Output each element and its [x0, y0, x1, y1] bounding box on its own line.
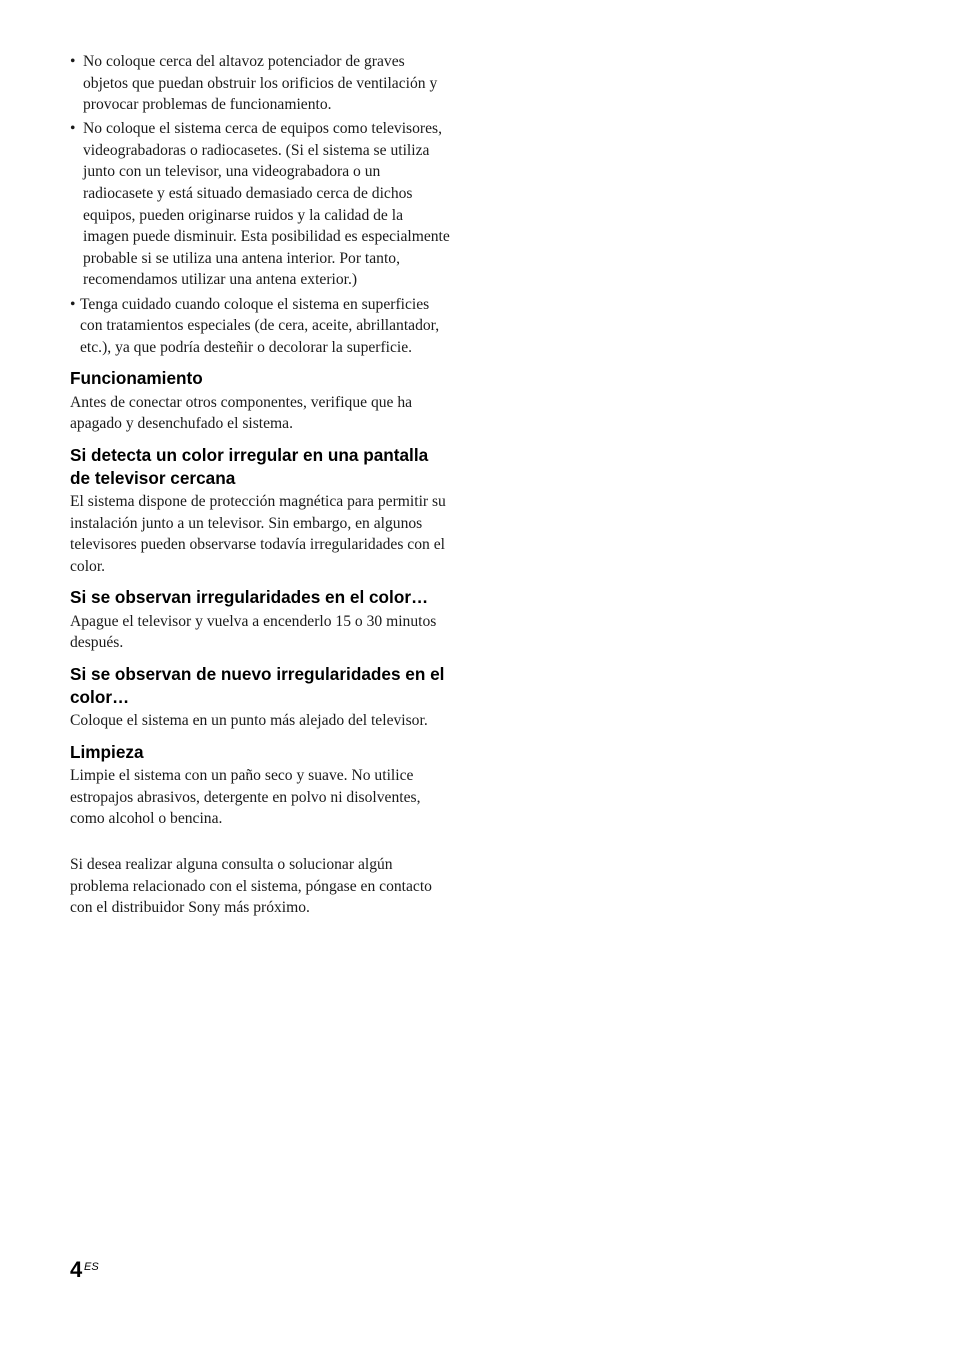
- section-heading: Si se observan de nuevo irregularidades en el color…: [70, 664, 445, 707]
- section-irregularidades-nuevo: [70, 663, 450, 732]
- bullet-icon: •: [70, 120, 76, 138]
- page-number: 4: [70, 1257, 83, 1282]
- list-item: [70, 51, 450, 116]
- bullet-text: Tenga cuidado cuando coloque el sistema en superficies con tratamientos especiales (de cera, aceite, abrillantador, etc.), ya que podría desteñir o decolorar la superficie.: [80, 295, 440, 356]
- bullet-text: No coloque el sistema cerca de equipos como televisores, videograbadoras o radiocasetes. (Si el sistema se utiliza junto con un televisor, una videograbadora o un radiocasete y está situado demasiado cerca de dichos equipos, pueden originarse ruidos y la calidad de la imagen puede disminuir. Esta posibilidad es especialmente probable si se utiliza una antena interior. Por tanto, recomendamos utilizar una antena exterior.): [83, 120, 450, 289]
- section-limpieza: [70, 741, 450, 830]
- closing-paragraph: Si desea realizar alguna consulta o solucionar algún problema relacionado con el sistema, póngase en contacto con el distribuidor Sony más próximo.: [70, 855, 432, 917]
- section-body: Antes de conectar otros componentes, verifique que ha apagado y desenchufado el sistema.: [70, 393, 413, 433]
- section-body: El sistema dispone de protección magnética para permitir su instalación junto a un televisor. Sin embargo, en algunos televisores pueden observarse todavía irregularidades con el color.: [70, 493, 446, 575]
- section-irregularidades: [70, 586, 450, 654]
- list-item: [70, 294, 450, 359]
- section-body: Limpie el sistema con un paño seco y suave. No utilice estropajos abrasivos, detergente en polvo ni disolventes, como alcohol o bencina.: [70, 767, 421, 828]
- precautions-list: [70, 51, 450, 358]
- section-heading: Si se observan irregularidades en el color…: [70, 587, 429, 608]
- bullet-icon: •: [70, 53, 76, 70]
- section-body: Coloque el sistema en un punto más alejado del televisor.: [70, 712, 428, 730]
- list-item: [70, 118, 450, 291]
- bullet-icon: •: [70, 295, 76, 313]
- section-heading: Si detecta un color irregular en una pantalla de televisor cercana: [70, 445, 429, 488]
- page-content: [70, 51, 450, 919]
- section-body: Apague el televisor y vuelva a encenderlo 15 o 30 minutos después.: [70, 612, 437, 652]
- section-heading: Limpieza: [70, 741, 144, 762]
- section-color-irregular: [70, 444, 450, 577]
- section-heading: Funcionamiento: [70, 368, 203, 389]
- section-funcionamiento: [70, 367, 450, 435]
- page-language-code: ES: [84, 1261, 99, 1273]
- bullet-text: No coloque cerca del altavoz potenciador de graves objetos que puedan obstruir los orificios de ventilación y provocar problemas de funcionamiento.: [83, 53, 438, 114]
